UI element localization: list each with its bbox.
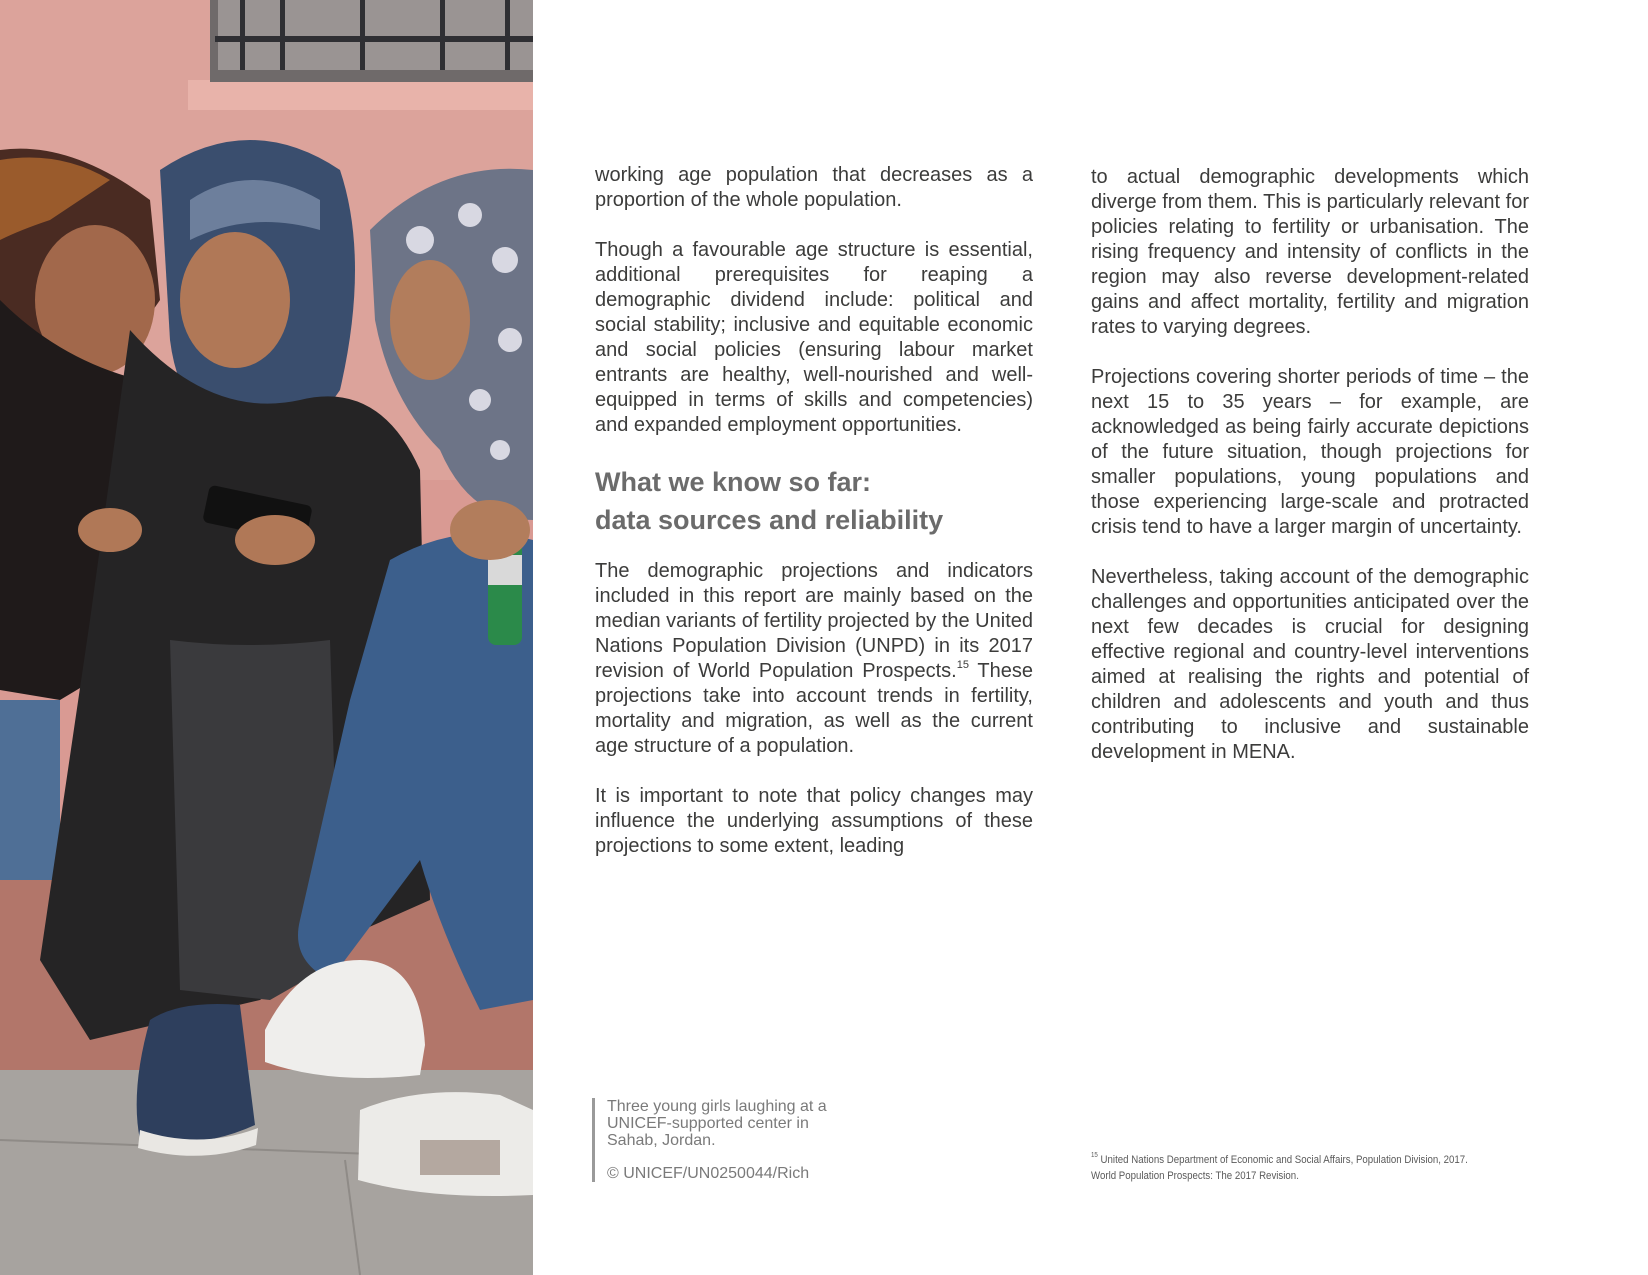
caption-text: Three young girls laughing at a UNICEF-supported center in Sahab, Jordan. [607,1098,827,1149]
photo-caption [592,1098,847,1182]
paragraph: It is important to note that policy changes may influence the underlying assumptions of these projections to some extent, leading [595,785,1033,857]
paragraph: Though a favourable age structure is essential, additional prerequisites for reaping a demographic dividend include: political and social stability; inclusive and equitable economic and social policies (ensuring labour market entrants are healthy, well-nourished and well-equipped in terms of skills and competencies) and expanded employment opportunities. [595,239,1033,436]
section-heading [595,463,1033,539]
paragraph: to actual demographic developments which diverge from them. This is particularly relevant for policies relating to fertility or urbanisation. The rising frequency and intensity of conflicts in the region may also reverse development-related gains and affect mortality, fertility and migration rates to varying degrees. [1091,166,1529,338]
section-heading-line1: What we know so far: [595,467,872,497]
footnote-number: 15 [1091,1152,1098,1160]
section-heading-line2: data sources and reliability [595,505,944,535]
paragraph-text: These projections take into account trends in fertility, mortality and migration, as well as the current age structure of a population. [595,660,1034,757]
photo-credit: © UNICEF/UN0250044/Rich [607,1165,810,1182]
footnote [1091,1152,1478,1184]
right-column [1091,165,1529,790]
footnote-text: United Nations Department of Economic and Social Affairs, Population Division, 2017. World Population Prospects: The 2017 Revision. [1091,1154,1468,1182]
paragraph: Nevertheless, taking account of the demographic challenges and opportunities anticipated over the next few decades is crucial for designing effective regional and country-level interventions aimed at realising the rights and potential of children and adolescents and youth and thus contributing to inclusive and sustainable development in MENA. [1091,566,1529,763]
footnote-reference: 15 [956,659,969,672]
paragraph [595,559,1033,759]
paragraph: working age population that decreases as a proportion of the whole population. [595,164,1033,211]
cover-photo [0,0,533,1275]
paragraph: Projections covering shorter periods of time – the next 15 to 35 years – for example, are acknowledged as being fairly accurate depictions of the future situation, though projections for smaller populations, young populations and those experiencing large-scale and protracted crisis tend to have a larger margin of uncertainty. [1091,366,1529,538]
paragraph-text: The demographic projections and indicators included in this report are mainly based on the median variants of fertility projected by the United Nations Population Division (UNPD) in its 2017 revision of World Population Prospects. [595,560,1033,682]
photo-illustration [0,0,533,1275]
left-column [595,163,1033,884]
